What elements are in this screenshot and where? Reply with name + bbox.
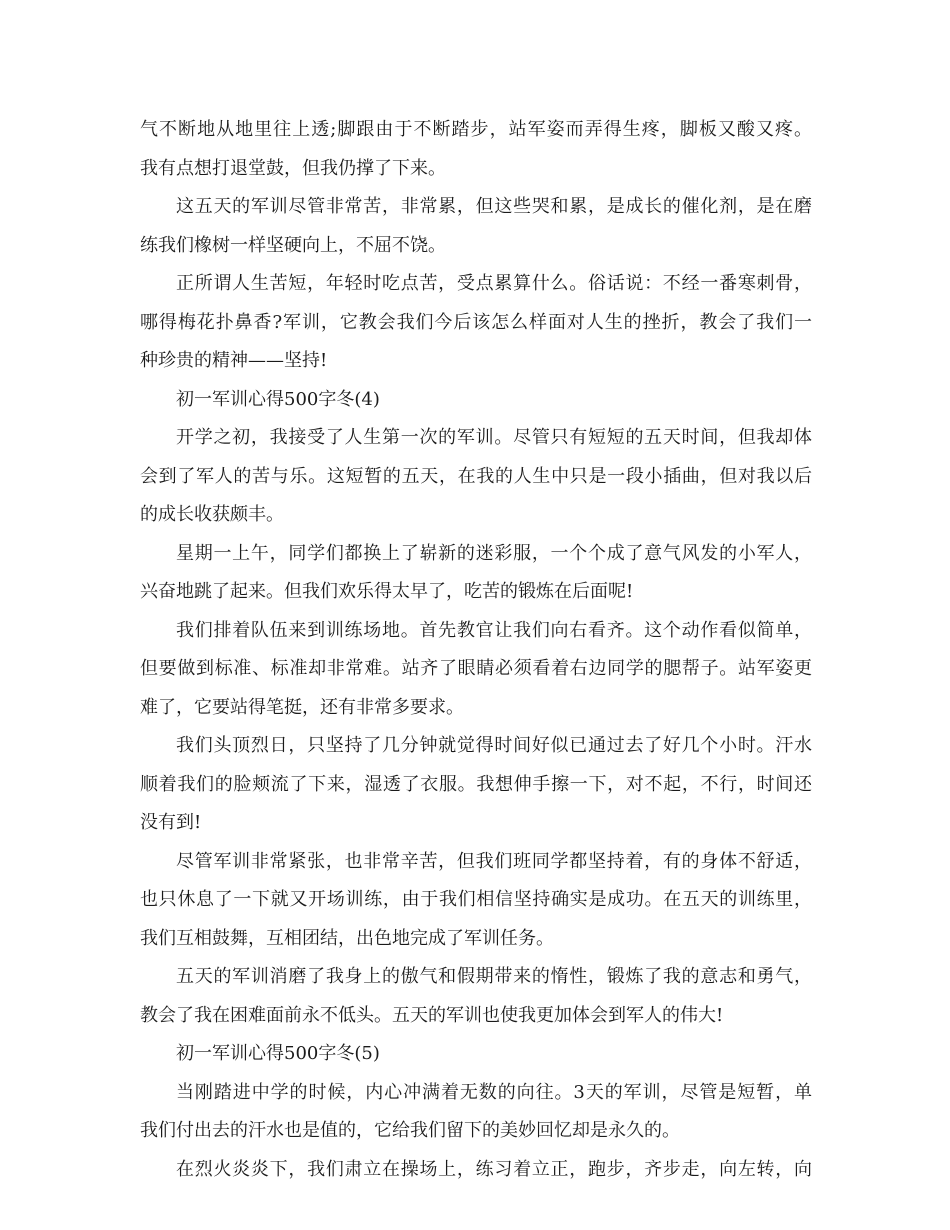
text-line-22: 我们互相鼓舞，互相团结，出色地完成了军训任务。 xyxy=(140,927,554,949)
section-heading-4: 初一军训心得500字冬(4) xyxy=(176,388,380,410)
text-line-7: 种珍贵的精神——坚持! xyxy=(140,350,328,371)
text-line-20: 尽管军训非常紧张，也非常辛苦，但我们班同学都坚持着，有的身体不舒适， xyxy=(176,850,812,872)
section-heading-5: 初一军训心得500字冬(5) xyxy=(176,1043,380,1064)
text-line-18: 顺着我们的脸颊流了下来，湿透了衣服。我想伸手擦一下，对不起，不行，时间还 xyxy=(140,773,812,795)
text-line-12: 星期一上午，同学们都换上了崭新的迷彩服，一个个成了意气风发的小军人， xyxy=(176,542,812,564)
text-line-3: 这五天的军训尽管非常苦，非常累，但这些哭和累，是成长的催化剂，是在磨 xyxy=(176,196,812,217)
text-line-27: 我们付出去的汗水也是值的，它给我们留下的美妙回忆却是永久的。 xyxy=(140,1120,680,1141)
text-line-4: 练我们橡树一样坚硬向上，不屈不饶。 xyxy=(140,234,446,256)
text-line-19: 没有到! xyxy=(140,812,202,833)
text-line-6: 哪得梅花扑鼻香?军训，它教会我们今后该怎么样面对人生的挫折，教会了我们一 xyxy=(140,311,812,333)
text-line-15: 但要做到标准、标准却非常难。站齐了眼睛必须看着右边同学的腮帮子。站军姿更 xyxy=(140,658,812,679)
text-line-23: 五天的军训消磨了我身上的傲气和假期带来的惰性，锻炼了我的意志和勇气， xyxy=(176,966,812,987)
document-body xyxy=(140,111,812,1189)
text-line-2: 我有点想打退堂鼓，但我仍撑了下来。 xyxy=(140,157,446,179)
text-line-17: 我们头顶烈日，只坚持了几分钟就觉得时间好似已通过去了好几个小时。汗水 xyxy=(176,735,812,756)
text-line-10: 会到了军人的苦与乐。这短暂的五天，在我的人生中只是一段小插曲，但对我以后 xyxy=(140,465,812,487)
text-line-9: 开学之初，我接受了人生第一次的军训。尽管只有短短的五天时间，但我却体 xyxy=(176,427,812,448)
text-line-5: 正所谓人生苦短，年轻时吃点苦，受点累算什么。俗话说：不经一番寒刺骨， xyxy=(176,273,812,294)
text-line-1: 气不断地从地里往上透;脚跟由于不断踏步，站军姿而弄得生疼，脚板又酸又疼。 xyxy=(140,119,812,140)
text-line-13: 兴奋地跳了起来。但我们欢乐得太早了，吃苦的锻炼在后面呢! xyxy=(140,581,634,602)
text-line-24: 教会了我在困难面前永不低头。五天的军训也使我更加体会到军人的伟大! xyxy=(140,1004,724,1026)
text-line-21: 也只休息了一下就又开场训练，由于我们相信坚持确实是成功。在五天的训练里， xyxy=(140,889,812,910)
text-line-26: 当刚踏进中学的时候，内心冲满着无数的向往。3天的军训，尽管是短暂，单 xyxy=(176,1081,812,1103)
text-line-11: 的成长收获颇丰。 xyxy=(140,504,284,525)
text-line-14: 我们排着队伍来到训练场地。首先教官让我们向右看齐。这个动作看似简单， xyxy=(176,619,812,641)
text-line-16: 难了，它要站得笔挺，还有非常多要求。 xyxy=(140,696,464,718)
text-line-28: 在烈火炎炎下，我们肃立在操场上，练习着立正，跑步，齐步走，向左转，向 xyxy=(176,1158,812,1180)
